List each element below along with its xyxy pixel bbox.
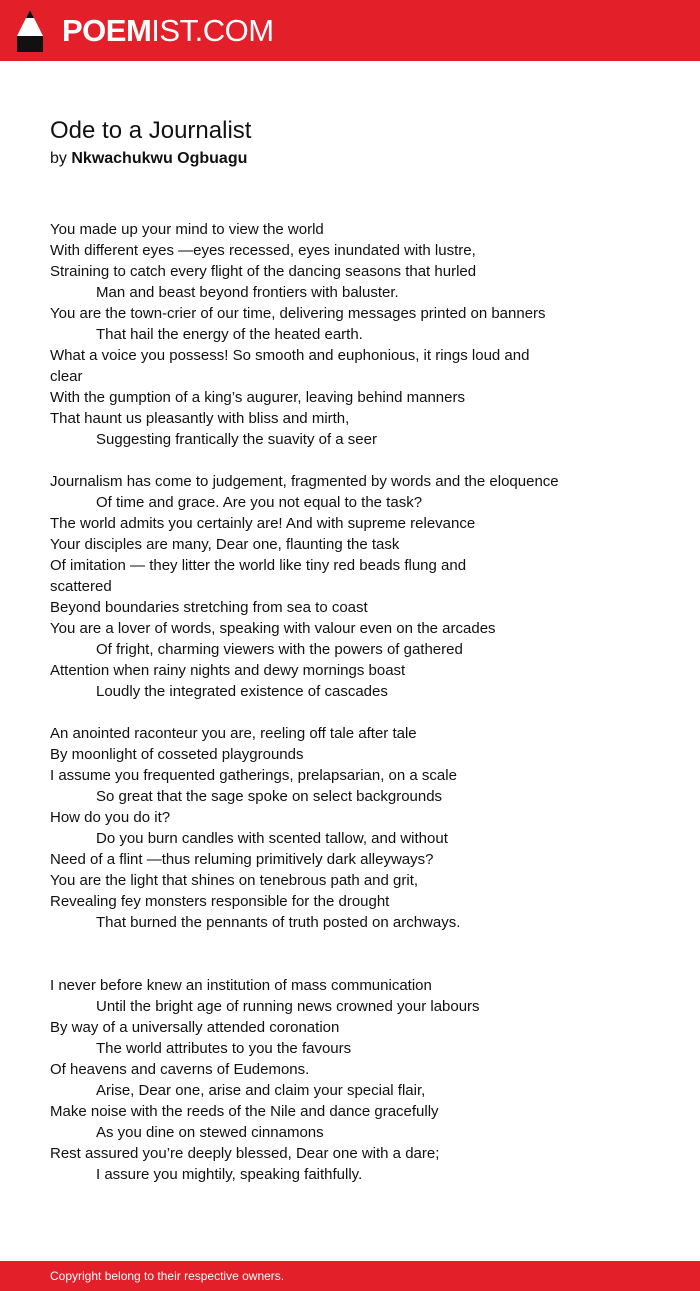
- stanza-gap: [50, 450, 610, 471]
- poem-line: Until the bright age of running news crowned your labours: [96, 998, 480, 1015]
- poem-line: Your disciples are many, Dear one, flaunting the task: [50, 536, 400, 553]
- poem-line: Do you burn candles with scented tallow, and without: [96, 830, 448, 847]
- author-name: Nkwachukwu Ogbuagu: [71, 150, 248, 167]
- poem-line: Loudly the integrated existence of cascades: [96, 683, 388, 700]
- poem-line: That burned the pennants of truth posted on archways.: [96, 914, 461, 931]
- poem-line: I never before knew an institution of mass communication: [50, 977, 432, 994]
- poem-line: I assume you frequented gatherings, prelapsarian, on a scale: [50, 767, 457, 784]
- poem-line: Man and beast beyond frontiers with baluster.: [96, 284, 399, 301]
- logo-light-text: IST.COM: [151, 13, 274, 48]
- poem-line: Beyond boundaries stretching from sea to coast: [50, 599, 368, 616]
- poem-line: An anointed raconteur you are, reeling off tale after tale: [50, 725, 417, 742]
- logo-bold-text: POEM: [62, 13, 152, 48]
- poem-line: With the gumption of a king’s augurer, leaving behind manners: [50, 389, 465, 406]
- poem-line: Of fright, charming viewers with the powers of gathered: [96, 641, 463, 658]
- copyright-text: Copyright belong to their respective owners.: [50, 1269, 285, 1283]
- poem-line: Journalism has come to judgement, fragmented by words and the eloquence: [50, 473, 559, 490]
- poem-line: The world attributes to you the favours: [96, 1040, 352, 1057]
- poem-line: With different eyes —eyes recessed, eyes inundated with lustre,: [50, 242, 476, 259]
- poem-stanza: [50, 471, 610, 702]
- poem-line: The world admits you certainly are! And with supreme relevance: [50, 515, 476, 532]
- poem-line: Rest assured you’re deeply blessed, Dear one with a dare;: [50, 1145, 440, 1162]
- stanza-gap: [50, 702, 610, 723]
- poem-line: By way of a universally attended coronation: [50, 1019, 340, 1036]
- site-logo[interactable]: [62, 12, 274, 50]
- by-label: by: [50, 150, 67, 167]
- poem-body: [50, 219, 610, 1185]
- poem-line: That hail the energy of the heated earth.: [96, 326, 363, 343]
- poem-line: Of time and grace. Are you not equal to the task?: [96, 494, 423, 511]
- poem-line: Revealing fey monsters responsible for the drought: [50, 893, 390, 910]
- poem-stanza: [50, 723, 610, 933]
- poem-line: What a voice you possess! So smooth and euphonious, it rings loud and: [50, 347, 530, 364]
- poem-line: As you dine on stewed cinnamons: [96, 1124, 324, 1141]
- poem-line: Make noise with the reeds of the Nile and dance gracefully: [50, 1103, 439, 1120]
- poem-line: So great that the sage spoke on select backgrounds: [96, 788, 443, 805]
- poem-line: scattered: [50, 578, 112, 595]
- poem-line: By moonlight of cosseted playgrounds: [50, 746, 304, 763]
- poem-line: clear: [50, 368, 83, 385]
- poem-line: You are a lover of words, speaking with valour even on the arcades: [50, 620, 496, 637]
- poem-line: That haunt us pleasantly with bliss and mirth,: [50, 410, 350, 427]
- site-header: [0, 0, 700, 61]
- poem-line: Attention when rainy nights and dewy mornings boast: [50, 662, 406, 679]
- poem-line: I assure you mightily, speaking faithfully.: [96, 1166, 363, 1183]
- byline: [50, 148, 247, 170]
- poem-line: Suggesting frantically the suavity of a seer: [96, 431, 377, 448]
- poem-line: How do you do it?: [50, 809, 171, 826]
- stanza-gap: [50, 933, 610, 975]
- site-footer: [0, 1261, 700, 1291]
- poem-stanza: [50, 975, 610, 1185]
- pencil-tip-icon[interactable]: [17, 10, 43, 52]
- poem-line: You made up your mind to view the world: [50, 221, 324, 238]
- poem-line: Need of a flint —thus reluming primitively dark alleyways?: [50, 851, 434, 868]
- poem-title: Ode to a Journalist: [50, 117, 252, 144]
- poem-line: Of imitation — they litter the world like tiny red beads flung and: [50, 557, 467, 574]
- poem-line: Straining to catch every flight of the dancing seasons that hurled: [50, 263, 477, 280]
- poem-line: Of heavens and caverns of Eudemons.: [50, 1061, 310, 1078]
- poem-line: You are the town-crier of our time, delivering messages printed on banners: [50, 305, 546, 322]
- poem-line: You are the light that shines on tenebrous path and grit,: [50, 872, 419, 889]
- poem-line: Arise, Dear one, arise and claim your special flair,: [96, 1082, 426, 1099]
- poem-stanza: [50, 219, 610, 450]
